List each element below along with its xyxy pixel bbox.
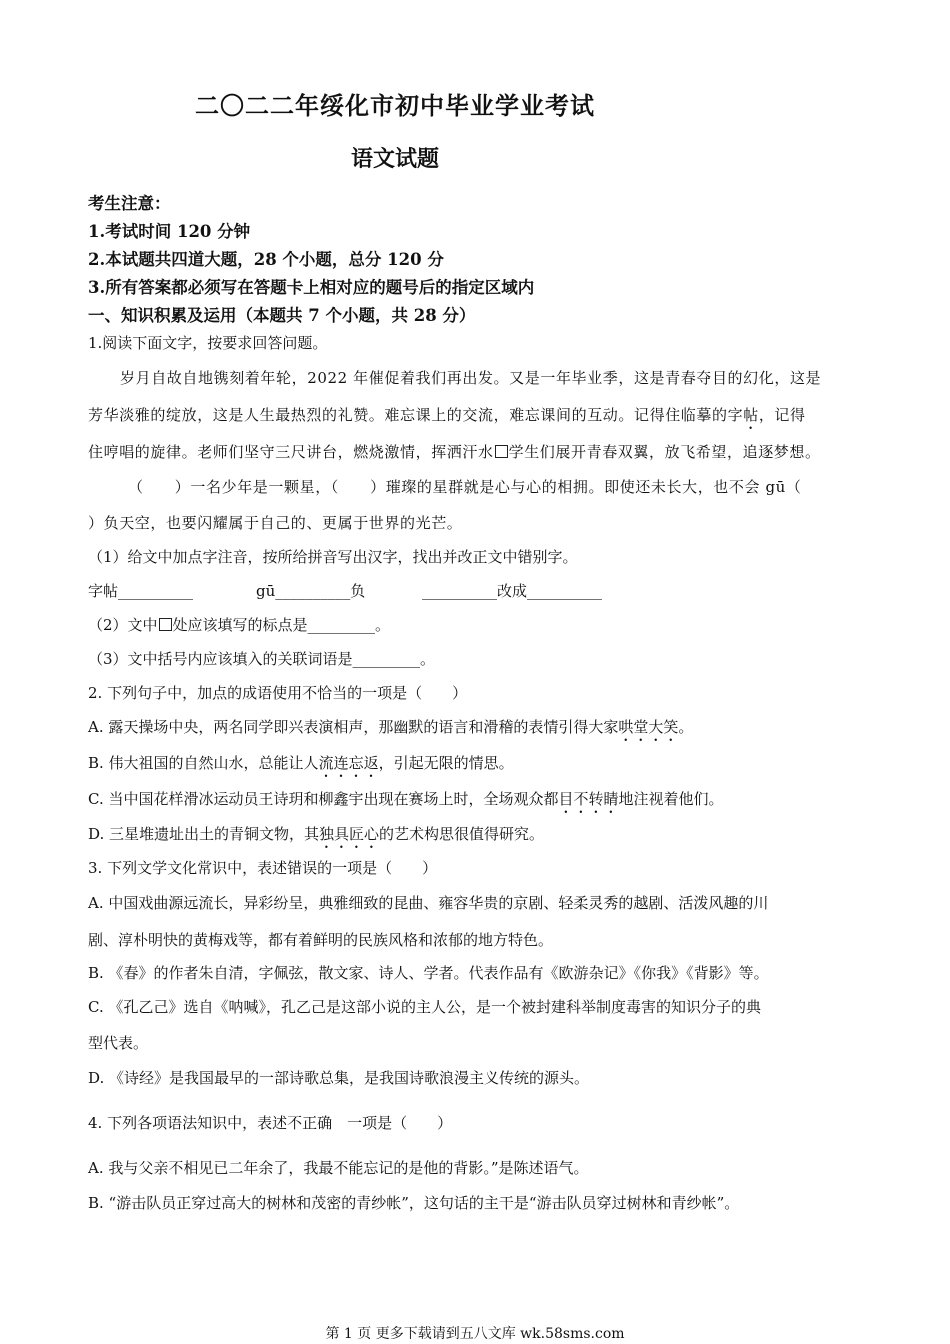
q1-stem: 1.阅读下面文字，按要求回答问题。 — [88, 334, 328, 352]
exam-subtitle: 语文试题 — [350, 146, 439, 172]
q1-sub2: （2）文中 处应该填写的标点是_________。 — [88, 616, 391, 634]
dotted-idiom: 目不转睛 — [558, 790, 619, 808]
dotted-idiom: 哄堂大笑 — [618, 718, 679, 736]
q3-option-c: C. 《孔乙己》选自《呐喊》，孔乙己是这部小说的主人公，是一个被封建科举制度毒害的知识分子的典 — [88, 998, 761, 1016]
page-footer: 第 1 页 更多下载请到五八文库 wk.58sms.com — [325, 1326, 625, 1342]
q3-stem: 3. 下列文学文化常识中，表述错误的一项是（ ） — [88, 859, 438, 877]
q3-option-c-cont: 型代表。 — [88, 1034, 149, 1052]
q1-blank: __________改成__________ — [422, 582, 603, 600]
q1-blank: gū__________负 — [256, 582, 366, 600]
dotted-char: 帖 — [743, 406, 759, 424]
q2-option-a: A. 露天操场中央，两名同学即兴表演相声，那幽默的语言和滑稽的表情引得大家哄堂大笑。 — [88, 718, 694, 736]
q4-stem: 4. 下列各项语法知识中，表述不正确 一项是（ ） — [88, 1114, 453, 1132]
dotted-idiom: 流连忘返 — [318, 754, 379, 772]
q1-passage-line: 住哼唱的旋律。老师们坚守三尺讲台，燃烧激情，挥洒汗水 学生们展开青春双翼，放飞希望，追逐梦想。 — [88, 443, 821, 461]
q4-option-b: B. “游击队员正穿过高大的树林和茂密的青纱帐”，这句话的主干是“游击队员穿过树林和青纱帐”。 — [88, 1194, 740, 1212]
q2-option-b: B. 伟大祖国的自然山水，总能让人流连忘返，引起无限的情思。 — [88, 754, 514, 772]
q4-option-a: A. 我与父亲不相见已二年余了，我最不能忘记的是他的背影。”是陈述语气。 — [88, 1159, 589, 1177]
q1-sub3: （3）文中括号内应该填入的关联词语是_________。 — [88, 650, 436, 668]
blank-square-icon — [159, 618, 172, 631]
notice-item: 3.所有答案都必须写在答题卡上相对应的题号后的指定区域内 — [88, 278, 535, 297]
blank-square-icon — [495, 445, 508, 458]
q1-blank: 字帖__________ — [88, 582, 194, 600]
section-heading: 一、知识积累及运用（本题共 7 个小题，共 28 分） — [88, 306, 476, 325]
q3-option-b: B. 《春》的作者朱自清，字佩弦，散文家、诗人、学者。代表作品有《欧游杂记》《你我》《背影》等。 — [88, 964, 769, 982]
q1-sub1: （1）给文中加点字注音，按所给拼音写出汉字，找出并改正文中错别字。 — [88, 548, 578, 566]
notice-item: 2.本试题共四道大题，28 个小题，总分 120 分 — [88, 250, 444, 269]
dotted-idiom: 独具匠心 — [319, 825, 380, 843]
q1-passage-line: 岁月自故自地镌刻着年轮，2022 年催促着我们再出发。又是一年毕业季，这是青春夺目的幻化，这是 — [120, 369, 822, 387]
q1-passage-line: ）负天空，也要闪耀属于自己的、更属于世界的光芒。 — [88, 514, 463, 532]
exam-title: 二〇二二年绥化市初中毕业学业考试 — [195, 91, 595, 120]
q2-option-c: C. 当中国花样滑冰运动员王诗玥和柳鑫宇出现在赛场上时，全场观众都目不转睛地注视着他们。 — [88, 790, 724, 808]
q3-option-a: A. 中国戏曲源远流长，异彩纷呈，典雅细致的昆曲、雍容华贵的京剧、轻柔灵秀的越剧、活泼风趣的川 — [88, 894, 769, 912]
q1-passage-line: 芳华淡雅的绽放，这是人生最热烈的礼赞。难忘课上的交流，难忘课间的互动。记得住临摹的字帖，记得 — [88, 406, 806, 424]
q2-stem: 2. 下列句子中，加点的成语使用不恰当的一项是（ ） — [88, 684, 468, 702]
q2-option-d: D. 三星堆遗址出土的青铜文物，其独具匠心的艺术构思很值得研究。 — [88, 825, 545, 843]
notice-item: 1.考试时间 120 分钟 — [88, 222, 251, 241]
q3-option-a-cont: 剧、淳朴明快的黄梅戏等，都有着鲜明的民族风格和浓郁的地方特色。 — [88, 931, 554, 949]
notice-heading: 考生注意： — [88, 194, 171, 213]
q3-option-d: D. 《诗经》是我国最早的一部诗歌总集，是我国诗歌浪漫主义传统的源头。 — [88, 1069, 590, 1087]
q1-passage-line: （ ）一名少年是一颗星，（ ）璀璨的星群就是心与心的相拥。即使还未长大，也不会 gū（ — [128, 478, 802, 496]
